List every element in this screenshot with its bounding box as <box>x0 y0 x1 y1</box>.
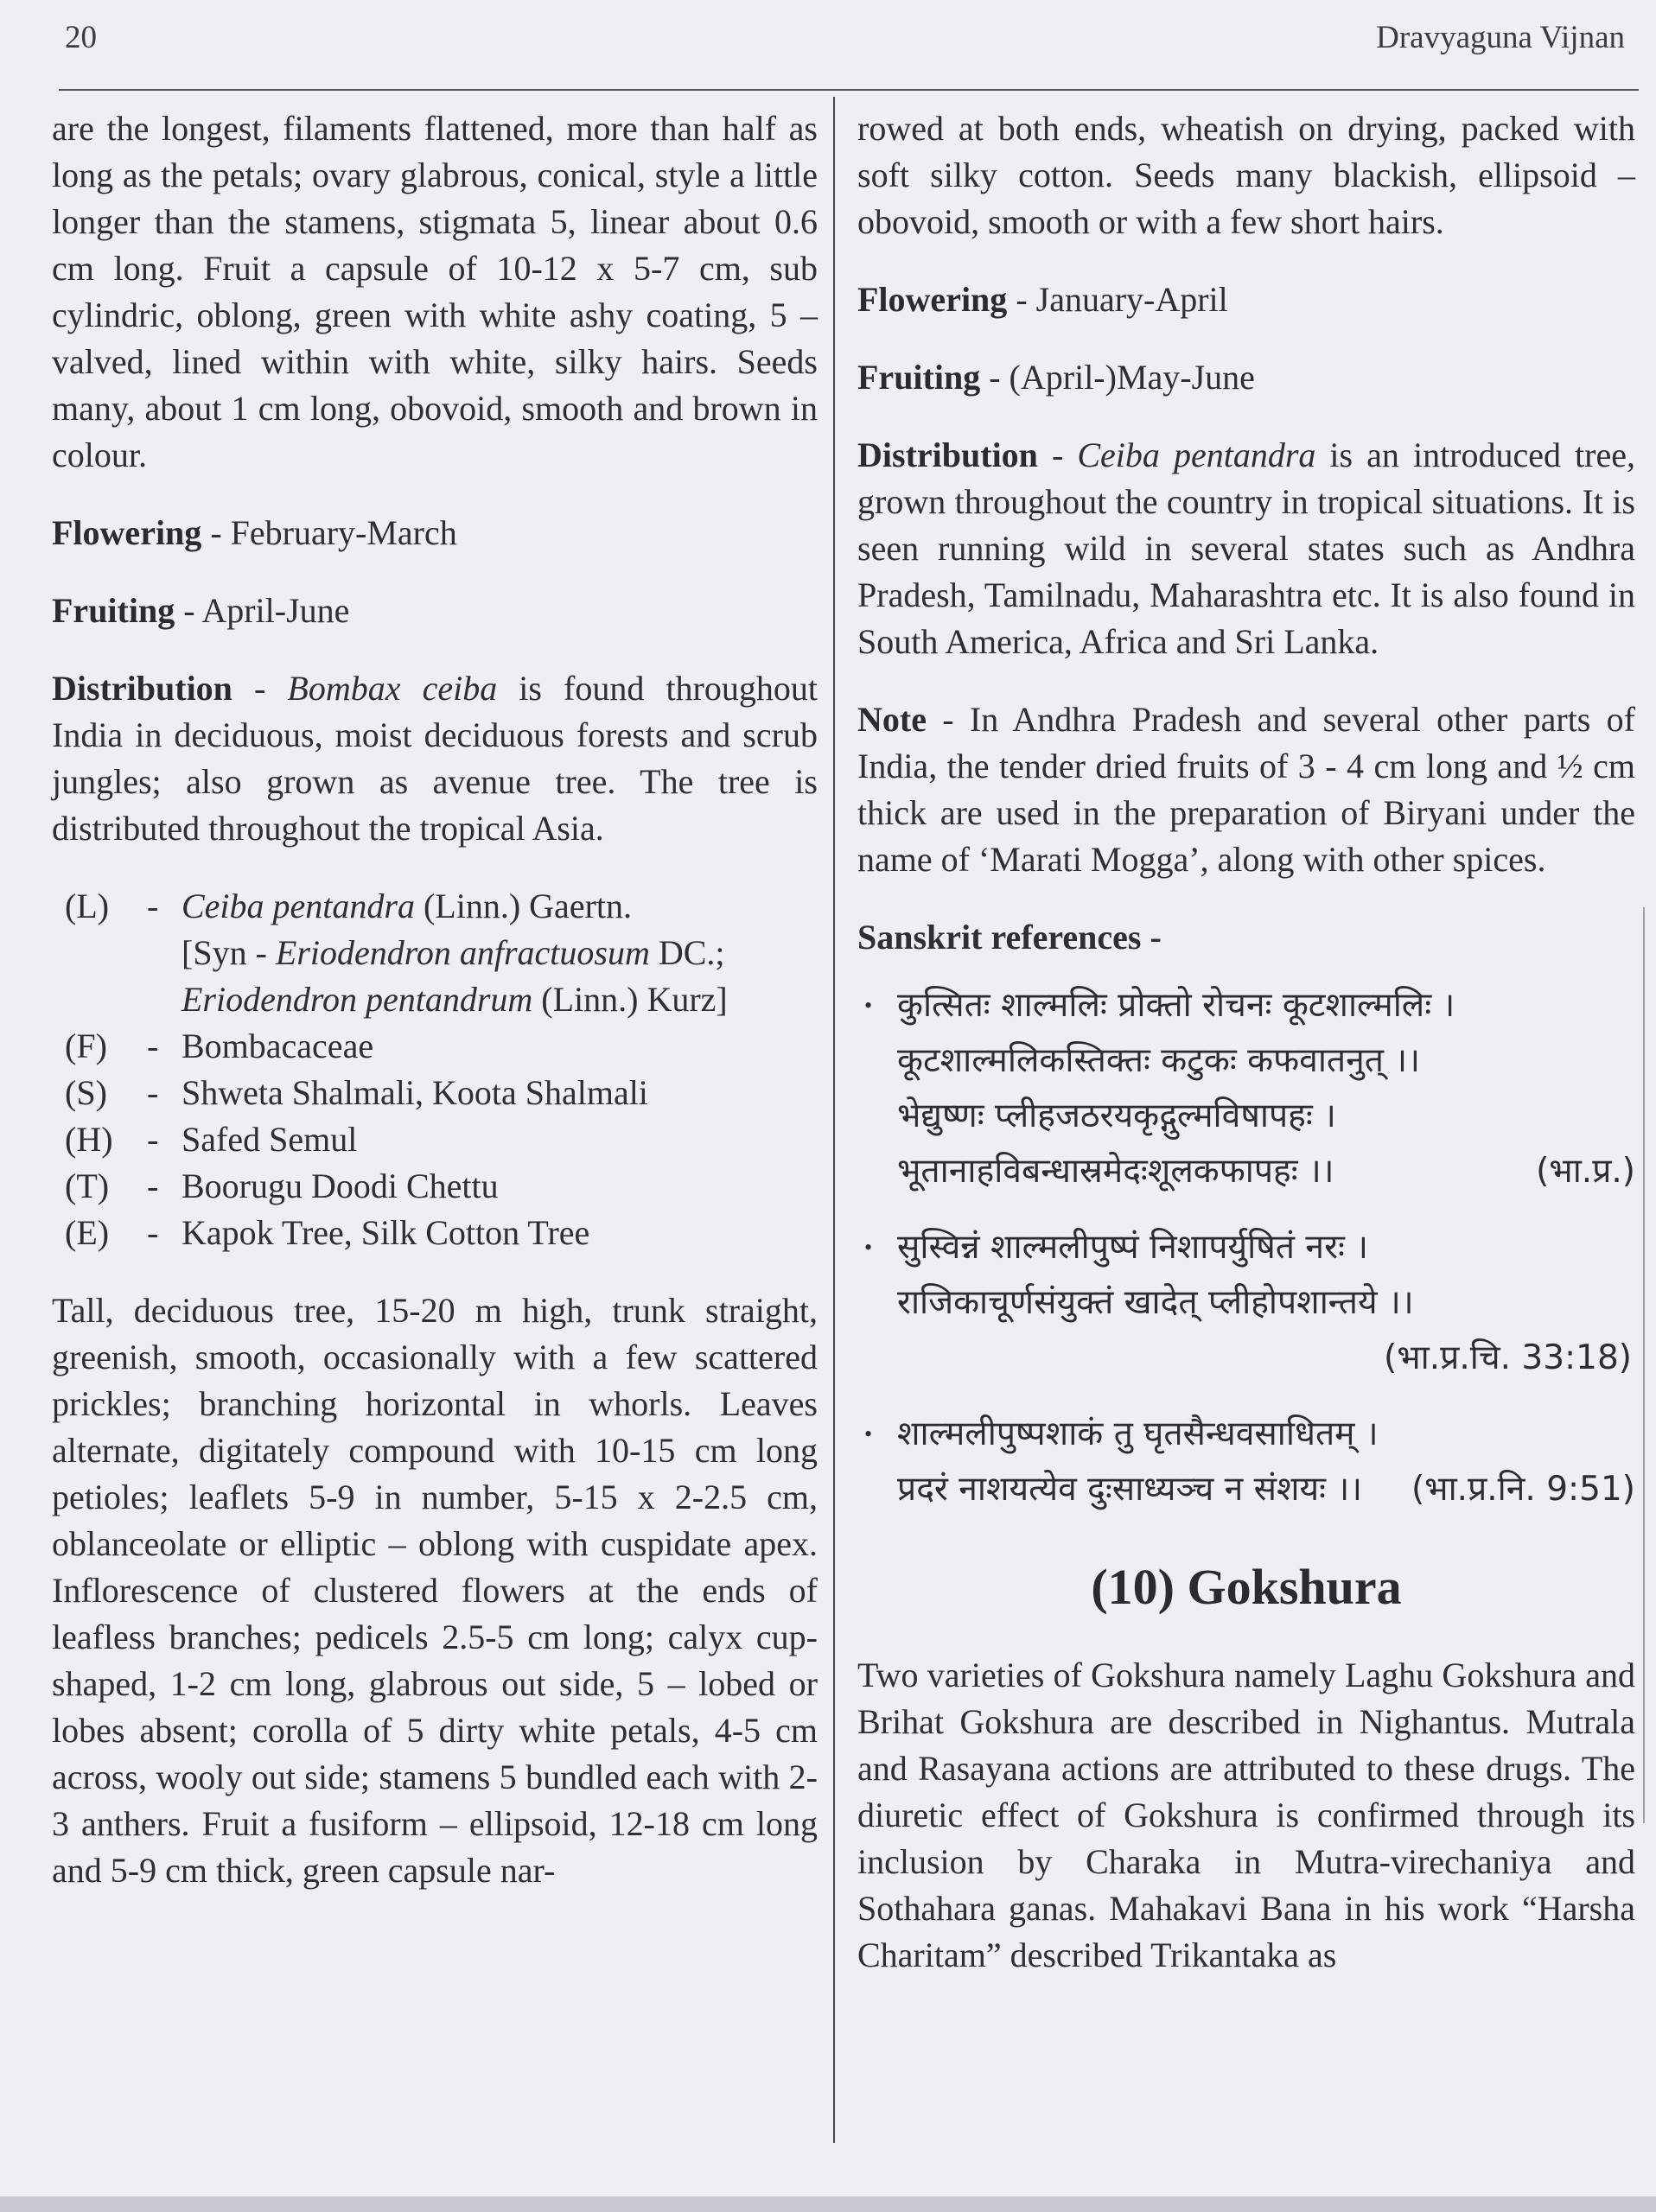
name-dash: - <box>147 1166 159 1205</box>
column-divider <box>833 97 835 2143</box>
verse-citation: (भा.प्र.चि. 33:18) <box>1384 1338 1632 1377</box>
synonym-author: (Linn.) Kurz] <box>532 980 728 1019</box>
verse-line: कूटशाल्मलिकस्तिक्तः कटुकः कफवातनुत् ।। <box>897 1041 1420 1080</box>
fruiting-value: - (April-)May-June <box>980 358 1255 397</box>
name-dash: - <box>147 1027 159 1065</box>
flowering-label: Flowering <box>857 280 1008 319</box>
sanskrit-references-heading: Sanskrit references - <box>857 918 1162 957</box>
name-row-family <box>52 1023 818 1070</box>
species-name: Ceiba pentandra <box>182 887 415 925</box>
sanskrit-verse-3 <box>857 1407 1635 1517</box>
verse-line: भूतानाहविबन्धास्रमेदःशूलकफापहः ।। <box>897 1152 1334 1191</box>
name-value: Kapok Tree, Silk Cotton Tree <box>182 1213 590 1252</box>
name-row-latin <box>52 883 818 1023</box>
flowering-value: - February-March <box>201 513 457 552</box>
section-heading-gokshura: (10) Gokshura <box>1091 1559 1402 1615</box>
fruiting-value: - April-June <box>175 591 350 630</box>
name-row-english <box>52 1210 818 1256</box>
synonym-species: Eriodendron anfractuosum <box>275 933 650 972</box>
name-dash: - <box>147 887 159 925</box>
page-number: 20 <box>65 20 97 55</box>
species-name: Bombax ceiba <box>287 669 498 708</box>
distribution-text: is found throughout India in deciduous, moist deciduous forests and scrub jungles; also grown as avenue tree. The tree is distributed throughout the tropical Asia. <box>52 669 818 848</box>
note-paragraph <box>857 696 1635 883</box>
fruiting-line <box>857 354 1635 401</box>
left-column <box>52 105 818 1925</box>
distribution-text: is an introduced tree, grown throughout the country in tropical situations. It is seen running wild in several states such as Andhra Pradesh, Tamilnadu, Maharashtra etc. It is also found in South America, Africa and Sri Lanka. <box>857 435 1635 661</box>
synonym-species: Eriodendron pentandrum <box>182 980 533 1019</box>
gokshura-intro-paragraph: Two varieties of Gokshura namely Laghu Gokshura and Brihat Gokshura are described in Nighantus. Mutrala and Rasayana actions are attributed to these drugs. The diuretic effect of Gokshura is confirmed through its inclusion by Charaka in Mutra-virechaniya and Sothahara ganas. Mahakavi Bana in his work “Harsha Charitam” described Trikantaka as <box>857 1656 1635 1974</box>
flowering-label: Flowering <box>52 513 202 552</box>
note-label: Note <box>857 700 927 739</box>
name-tag: (E) <box>65 1213 110 1252</box>
header-rule <box>59 89 1639 91</box>
distribution-paragraph <box>857 432 1635 665</box>
distribution-dash: - <box>232 669 288 708</box>
name-value: Shweta Shalmali, Koota Shalmali <box>182 1073 648 1112</box>
distribution-label: Distribution <box>857 435 1038 474</box>
name-dash: - <box>147 1120 159 1159</box>
verse-citation: (भा.प्र.नि. 9:51) <box>1411 1470 1635 1509</box>
species-name: Ceiba pentandra <box>1077 435 1316 474</box>
verse-line: सुस्विन्नं शाल्मलीपुष्पं निशापर्युषितं नरः । <box>897 1228 1369 1267</box>
description-continued-paragraph: rowed at both ends, wheatish on drying, packed with soft silky cotton. Seeds many blackish, ellipsoid – obovoid, smooth or with a few short hairs. <box>857 109 1635 241</box>
name-tag: (S) <box>65 1073 107 1112</box>
fruiting-line <box>52 588 818 634</box>
tree-description-paragraph: Tall, deciduous tree, 15-20 m high, trunk straight, greenish, smooth, occasionally with a few scattered prickles; branching horizontal in whorls. Leaves alternate, digitately compound with 10-15 cm long petioles; leaflets 5-9 in number, 5-15 x 2-2.5 cm, oblanceolate or elliptic – oblong with cuspidate apex. Inflorescence of clustered flowers at the ends of leafless branches; pedicels 2.5-5 cm long; calyx cup-shaped, 1-2 cm long, glabrous out side, 5 – lobed or lobes absent; corolla of 5 dirty white petals, 4-5 cm across, wooly out side; stamens 5 bundled each with 2-3 anthers. Fruit a fusiform – ellipsoid, 12-18 cm long and 5-9 cm thick, green capsule nar- <box>52 1291 818 1890</box>
sanskrit-verse-2 <box>857 1220 1635 1386</box>
bullet-icon: • <box>864 993 873 1018</box>
verse-line: राजिकाचूर्णसंयुक्तं खादेत् प्लीहोपशान्तये ।। <box>897 1283 1414 1322</box>
name-tag: (H) <box>65 1120 113 1159</box>
botanical-description-continued: are the longest, filaments flattened, more than half as long as the petals; ovary glabrous, conical, style a little longer than the stamens, stigmata 5, linear about 0.6 cm long. Fruit a capsule of 10-12 x 5-7 cm, sub cylindric, oblong, green with white ashy coating, 5 – valved, lined within with white, silky hairs. Seeds many, about 1 cm long, obovoid, smooth and brown in colour. <box>52 109 818 474</box>
author-citation: (Linn.) Gaertn. <box>414 887 632 925</box>
name-row-telugu <box>52 1163 818 1210</box>
name-dash: - <box>147 1073 159 1112</box>
synonym-author: DC.; <box>649 933 725 972</box>
bullet-icon: • <box>864 1421 873 1446</box>
fruiting-label: Fruiting <box>52 591 175 630</box>
synonym-prefix: [Syn - <box>182 933 276 972</box>
flowering-value: - January-April <box>1007 280 1228 319</box>
name-row-hindi <box>52 1116 818 1163</box>
verse-citation: (भा.प्र.) <box>1536 1152 1635 1191</box>
verse-line: कुत्सितः शाल्मलिः प्रोक्तो रोचनः कूटशाल्मलिः । <box>897 986 1455 1025</box>
distribution-label: Distribution <box>52 669 232 708</box>
distribution-paragraph <box>52 665 818 852</box>
vernacular-names-list <box>52 883 818 1256</box>
verse-line: शाल्मलीपुष्पशाकं तु घृतसैन्धवसाधितम् । <box>897 1414 1379 1453</box>
name-value: Safed Semul <box>182 1120 358 1159</box>
scan-bottom-edge <box>0 2196 1656 2212</box>
name-row-sanskrit <box>52 1070 818 1116</box>
name-dash: - <box>147 1213 159 1252</box>
scan-edge-line <box>1643 907 1645 1823</box>
bullet-icon: • <box>864 1235 873 1260</box>
fruiting-label: Fruiting <box>857 358 981 397</box>
name-value: Boorugu Doodi Chettu <box>182 1166 499 1205</box>
verse-line: प्रदरं नाशयत्येव दुःसाध्यञ्च न संशयः ।। <box>897 1470 1363 1509</box>
sanskrit-verse-1 <box>857 978 1635 1199</box>
page-header <box>65 19 1625 56</box>
note-text: - In Andhra Pradesh and several other parts of India, the tender dried fruits of 3 - 4 cm long and ½ cm thick are used in the preparation of Biryani under the name of ‘Marati Mogga’, along with other spices. <box>857 700 1635 879</box>
name-tag: (L) <box>65 887 110 925</box>
name-value: Bombacaceae <box>182 1027 374 1065</box>
right-column <box>857 105 1635 2010</box>
distribution-dash: - <box>1037 435 1078 474</box>
name-tag: (T) <box>65 1166 110 1205</box>
name-value <box>182 883 818 1023</box>
flowering-line <box>857 276 1635 323</box>
running-title: Dravyaguna Vijnan <box>1376 20 1625 55</box>
name-tag: (F) <box>65 1027 107 1065</box>
verse-line: भेद्युष्णः प्लीहजठरयकृद्गुल्मविषापहः । <box>897 1096 1336 1135</box>
flowering-line <box>52 510 818 556</box>
